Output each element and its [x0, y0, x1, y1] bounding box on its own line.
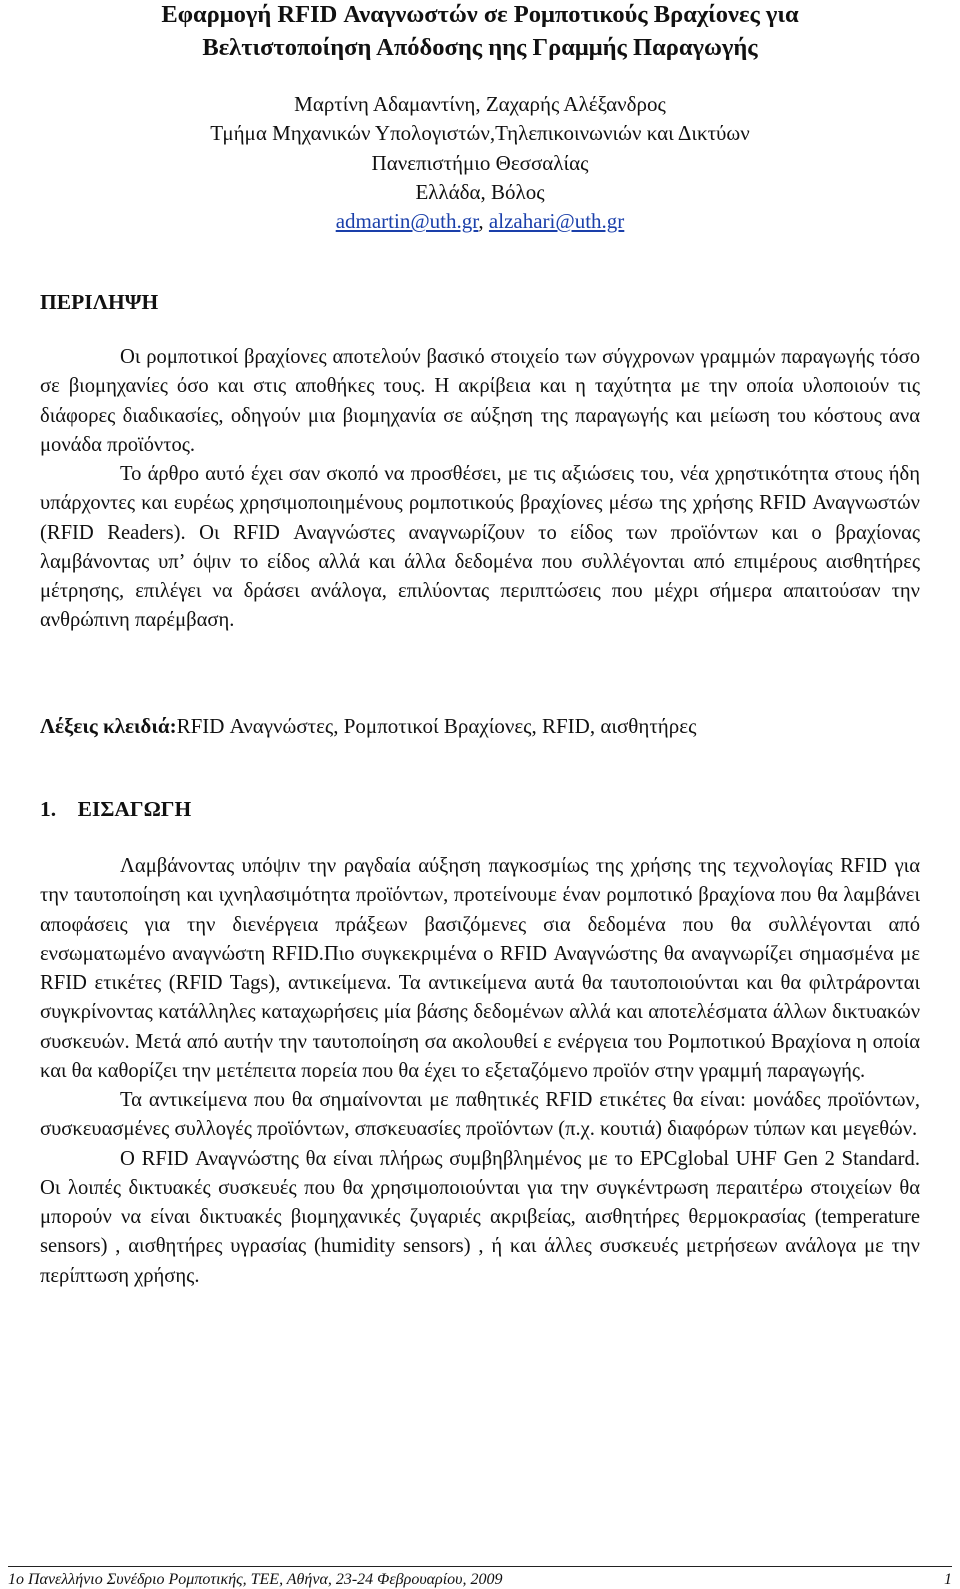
- keywords-line: [40, 714, 696, 739]
- author-names: Μαρτίνη Αδαμαντίνη, Ζαχαρής Αλέξανδρος: [294, 92, 666, 116]
- keywords-value: RFID Αναγνώστες, Ρομποτικοί Βραχίονες, RFID, αισθητήρες: [176, 714, 697, 738]
- author-university: Πανεπιστήμιο Θεσσαλίας: [371, 150, 589, 175]
- author-emails: [20, 207, 940, 236]
- abstract-paragraph-2: Το άρθρο αυτό έχει σαν σκοπό να προσθέσει, με τις αξιώσεις του, νέα χρηστικότητα στους ήδη υπάρχοντες και ευρέως χρησιμοποιημένους ρομποτικούς βραχίονες μέσω της χρήσης RFID Αναγνωστών (RFID Readers). Οι RFID Αναγνώστες αναγνωρίζουν το είδος των προϊόντων και ο βραχίονας λαμβάνοντας υπ’ όψιν το είδος αλλά και άλλα δεδομένα που συλλέγονται από επιμέρους αισθητήρες μέτρησης, επιλέγει να δράσει ανάλογα, επιλύοντας περιπτώσεις που μέχρι σήμερα απαιτούσαν την ανθρώπινη παρέμβαση.: [40, 463, 920, 632]
- intro-body: [40, 852, 920, 1291]
- intro-heading: 1. ΕΙΣΑΓΩΓΗ: [40, 797, 192, 821]
- title-line-2: Βελτιστοποίηση Απόδοσης ηης Γραμμής Παραγωγής: [202, 34, 758, 61]
- author-department: Τμήμα Μηχανικών Υπολογιστών,Τηλεπικοινωνιών και Δικτύων: [210, 121, 750, 146]
- abstract-body: [40, 343, 920, 636]
- email-link-2[interactable]: alzahari@uth.gr: [488, 209, 625, 234]
- keywords-label: Λέξεις κλειδιά:: [40, 714, 177, 738]
- author-block: [20, 90, 940, 236]
- email-link-1[interactable]: admartin@uth.gr: [335, 209, 479, 234]
- footer-conference: 1ο Πανελλήνιο Συνέδριο Ρομποτικής, ΤΕΕ, Αθήνα, 23-24 Φεβρουαρίου, 2009: [8, 1571, 503, 1588]
- author-location: Ελλάδα, Βόλος: [415, 179, 545, 204]
- intro-paragraph-1: Λαμβάνοντας υπόψιν την ραγδαία αύξηση παγκοσμίως της χρήσης της τεχνολογίας RFID για την ταυτοποίηση και ιχνηλασιμότητα προϊόντων, προτείνουμε έναν ρομποτικό βραχίονα που θα λαμβάνει αποφάσεις για την διενέργεια πράξεων βασιζόμενες σια δεδομένα που θα συλλέγονται από ενσωματωμένο αναγνώστη RFID.Πιο συγκεκριμένα ο RFID Αναγνώστης θα αναγνωρίζει σημασμένα με RFID ετικέτες (RFID Tags), αντικείμενα. Τα αντικείμενα αυτά θα ταυτοποιούνται και θα φιλτράρονται συγκρίνοντας κατάλληλες καταχωρήσεις μία βάσης δεδομένων αλλά και αποτελέσματα άλλων δικτυακών συσκευών. Μετά από αυτήν την ταυτοποίηση σα ακολουθεί ε ενέργεια του Ρομποτικού Βραχίονα η οποία και θα καθορίζει την μετέπειτα πορεία που θα έχει το εξεταζόμενο προϊόν στην γραμμή παραγωγής.: [40, 855, 920, 1082]
- abstract-paragraph-1: Οι ρομποτικοί βραχίονες αποτελούν βασικό στοιχείο των σύγχρονων γραμμών παραγωγής τόσο σε βιομηχανίες όσο και στις αποθήκες τους. Η ακρίβεια και η ταχύτητα με την οποία υλοποιούν τις διάφορες διαδικασίες, οδηγούν μια βιομηχανία σε αύξηση της παραγωγής και μείωση του κόστους ανα μονάδα προϊόντος.: [40, 346, 920, 456]
- abstract-heading: ΠΕΡΙΛΗΨΗ: [40, 290, 159, 314]
- title-line-1: Εφαρμογή RFID Αναγνωστών σε Ρομποτικούς Βραχίονες για: [161, 1, 799, 28]
- email-separator: ,: [478, 209, 489, 234]
- intro-paragraph-2: Τα αντικείμενα που θα σημαίνονται με παθητικές RFID ετικέτες θα είναι: μονάδες προϊόντων, συσκευασμένες συλλογές προϊόντων, σπσκευασίες προϊόντων (π.χ. κουτιά) διαφόρων τύπων και μεγεθών.: [40, 1089, 920, 1141]
- page-number: 1: [944, 1571, 952, 1588]
- intro-paragraph-3: Ο RFID Αναγνώστης θα είναι πλήρως συμβηβλημένος με το EPCglobal UHF Gen 2 Standard. Οι λοιπές δικτυακές συσκευές που θα χρησιμοποιούνται για την συγκέντρωση περαιτέρω στοιχείων θα μπορούν να είναι δικτυακές βιομηχανικές ζυγαριές ακριβείας, αισθητήρες θερμοκρασίας (temperature sensors) , αισθητήρες υγρασίας (humidity sensors) , ή και άλλες συσκευές μετρήσεων ανάλογα με την περίπτωση χρήσης.: [40, 1147, 920, 1287]
- paper-title: [20, 0, 940, 64]
- footer-divider: [8, 1566, 952, 1567]
